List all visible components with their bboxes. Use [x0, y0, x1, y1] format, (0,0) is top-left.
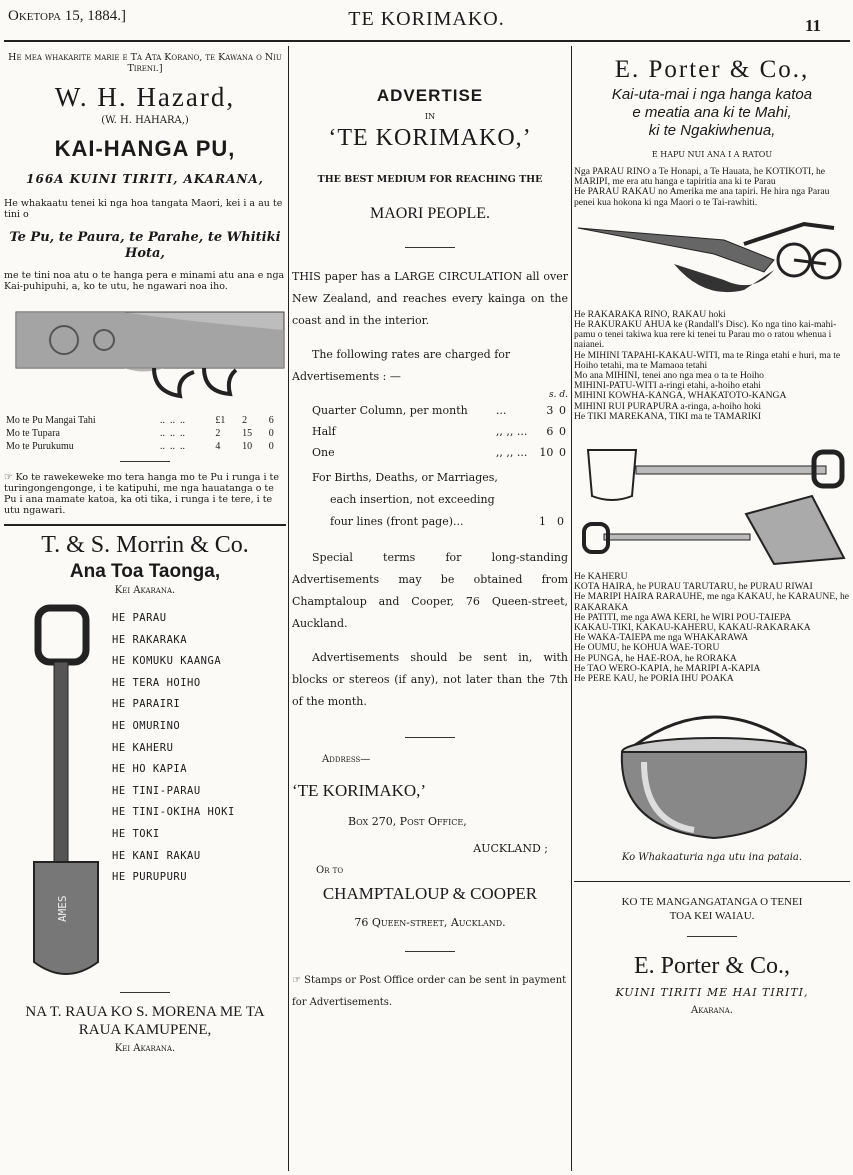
- advertiser-name: E. Porter & Co.,: [614, 56, 810, 83]
- price-row: Mo te Tupara .. .. .. 2 15 0: [6, 428, 274, 439]
- footer-place: Kei Akarana.: [114, 1043, 176, 1054]
- list-item: HE KAHERU: [112, 741, 174, 754]
- advertiser-name: W. H. Hazard,: [54, 82, 236, 112]
- divider: [120, 461, 170, 462]
- header-rule: [4, 40, 850, 42]
- advertiser-alt-name: (W. H. HAHARA,): [101, 115, 189, 126]
- price-row: Mo te Purukumu .. .. .. 4 10 0: [6, 441, 274, 452]
- desc-text: me te tini noa atu o te hanga pera e minami atu ana e nga Kai-puhipuhi, a, ko te utu, he ngawari noa iho.: [4, 270, 285, 292]
- list-item: MIHINI RUI PURAPURA a-ringa, a-hoiho hoki: [574, 400, 762, 412]
- births-line-2: each insertion, not exceeding: [330, 493, 495, 506]
- divider: [120, 992, 170, 993]
- goods-list: [4, 612, 286, 893]
- branch-line-2: TOA KEI WAIAU.: [669, 910, 755, 923]
- list-item: He KAHERU: [574, 571, 628, 583]
- paper-title: ‘TE KORIMAKO,’: [328, 125, 532, 151]
- footer-name: NA T. RAUA KO S. MORENA ME TA RAUA KAMUPENE,: [25, 1004, 265, 1038]
- rate-row: Quarter Column, per month ... 3 0: [312, 404, 566, 417]
- divider: [405, 951, 455, 952]
- column-middle: [292, 46, 568, 1175]
- address-paper: ‘TE KORIMAKO,’: [292, 781, 427, 800]
- agents-name: CHAMPTALOUP & COOPER: [322, 884, 538, 903]
- shop-title: Ana Toa Taonga,: [69, 561, 221, 582]
- special-terms: Special terms for long-standing Advertisements may be obtained from Champtaloup and Cooper, 76 Queen-street, Auckland.: [292, 551, 568, 630]
- column-divider: [288, 46, 289, 1171]
- list-item: HE OMURINO: [112, 719, 181, 732]
- price-table: [4, 414, 284, 453]
- list-item: He MARIPI HAIRA RARAUHE, me nga KAKAU, he KARAUNE, he RAKARAKA: [574, 591, 849, 613]
- column-right: [574, 46, 850, 1175]
- maori-people-line: MAORI PEOPLE.: [369, 205, 490, 222]
- tagline-3: ki te Ngakiwhenua,: [648, 122, 776, 139]
- tagline-2: e meatia ana ki te Mahi,: [632, 104, 792, 121]
- list-item: HE TERA HOIHO: [112, 676, 201, 689]
- morrin-advert: [4, 532, 286, 1054]
- patron-line: He mea whakarite marie e Ta Ata Korano, te Kawana o Niu Tireni.]: [8, 52, 282, 74]
- footer-address: KUINI TIRITI ME HAI TIRITI,: [615, 986, 809, 1000]
- list-item: MIHINI-PATU-WITI a-ringi etahi, a-hoiho etahi: [574, 380, 761, 392]
- rate-row: One ,, ,, ... 10 0: [312, 446, 566, 459]
- deadline-text: Advertisements should be sent in, with blocks or stereos (if any), not later than the 7th of the month.: [292, 651, 568, 708]
- advertise-in: IN: [424, 112, 436, 121]
- list-item: HE RAKARAKA: [112, 633, 188, 646]
- list-item: HE HO KAPIA: [112, 763, 188, 776]
- goods-heading: Te Pu, te Paura, te Parahe, te Whitiki Hota,: [9, 230, 281, 261]
- plough-list: [574, 167, 850, 208]
- list-item: He WAKA-TAIEPA me nga WHAKARAWA: [574, 632, 749, 644]
- footer-name: E. Porter & Co.,: [634, 953, 790, 980]
- list-item: HE TINI-OKIHA HOKI: [112, 806, 235, 819]
- spade-mark: AMES: [56, 895, 69, 922]
- rates-table: [292, 400, 568, 463]
- goods-block: [4, 602, 286, 986]
- advert-divider: [4, 524, 286, 526]
- list-item: He PERE KAU, he PORIA IHU POAKA: [574, 673, 734, 685]
- list-item: Mo ana MIHINI, tenei ano nga mea o ta te Hoiho: [574, 370, 764, 382]
- spades-illustration: [574, 426, 850, 566]
- list-item: HE PARAIRI: [112, 698, 181, 711]
- price-row: Mo te Pu Mangai Tahi .. .. .. £1 2 6: [6, 415, 274, 426]
- agents-address: 76 Queen-street, Auckland.: [354, 916, 506, 929]
- illustration-caption: Ko Whakaaturia nga utu ina pataia.: [621, 852, 803, 864]
- stamps-note: ☞ Stamps or Post Office order can be sent in payment for Advertisements.: [292, 975, 567, 1008]
- list-item: He TAO WERO-KAPIA, he MARIPI A-KAPIA: [574, 662, 761, 674]
- column-divider: [571, 46, 572, 1171]
- circulation-text: THIS paper has a LARGE CIRCULATION all over New Zealand, and reaches every kainga on the coast and in the interior.: [292, 270, 568, 327]
- shop-place: Kei Akarana.: [114, 585, 176, 596]
- list-item: He RAKURAKU AHUA ke (Randall's Disc). Ko nga tino kai-mahi-pamu o tenei takiwa kua rere ki tenei tu Parau mo o ratou whenua i naianei.: [574, 319, 837, 351]
- list-item: He OUMU, he KOHUA WAE-TORU: [574, 642, 720, 654]
- list-item: He TIKI MAREKANA, TIKI ma te TAMARIKI: [574, 410, 762, 422]
- births-line-3: four lines (front page)... 1 0: [330, 515, 564, 528]
- list-item: HE KOMUKU KAANGA: [112, 655, 222, 668]
- address-city: AUCKLAND ;: [473, 842, 548, 855]
- trade-title: KAI-HANGA PU,: [54, 136, 236, 161]
- list-item: He PARAU RAKAU no Amerika me ana tapiri. He hira nga Parau penei kua hokona ki nga Maori o te Tai-rawhiti.: [574, 186, 830, 208]
- list-item: He PATITI, me nga AWA KERI, he WIRI POU-TAIEPA: [574, 611, 792, 623]
- advertiser-name: T. & S. Morrin & Co.: [41, 532, 249, 558]
- column-left: [4, 46, 286, 1175]
- branch-line-1: KO TE MANGANGATANGA O TENEI: [621, 896, 803, 909]
- newspaper-title: TE KORIMAKO.: [348, 8, 505, 30]
- address-line: 166A KUINI TIRITI, AKARANA,: [26, 172, 264, 186]
- tagline-1: Kai-uta-mai i nga hanga katoa: [611, 86, 813, 103]
- divider: [405, 247, 455, 248]
- list-item: KAKAU-TIKI, KAKAU-KAHERU, KAKAU-RAKARAKA: [574, 622, 811, 634]
- list-item: HE KANI RAKAU: [112, 849, 201, 862]
- rate-row: Half ,, ,, ... 6 0: [312, 425, 566, 438]
- page-number: 11: [804, 16, 821, 35]
- births-line-1: For Births, Deaths, or Marriages,: [312, 471, 498, 484]
- address-label: Address—: [322, 754, 371, 765]
- list-item: He RAKARAKA RINO, RAKAU hoki: [574, 308, 726, 320]
- address-box: Box 270, Post Office,: [348, 815, 467, 828]
- page-header: [0, 0, 853, 44]
- repair-note: ☞ Ko te rawekeweke mo tera hanga mo te Pu i runga i te turingongengonge, i te katipuhi, me nga hauatanga o te Pu i ana mamate katoa, ka oti tika, i runga i te tere, i te utu ngawari.: [4, 472, 279, 516]
- tools-list: [574, 572, 850, 684]
- medium-line: THE BEST MEDIUM FOR REACHING THE: [317, 174, 543, 185]
- list-item: KOTA HAIRA, he PURAU TARUTARU, he PURAU RIWAI: [574, 581, 813, 593]
- implement-list: [574, 310, 850, 422]
- list-item: He MIHINI TAPAHI-KAKAU-WITI, ma te Ringa etahi e huri, ma te Hoiho tetahi, ma te Mamaoa tetahi: [574, 349, 841, 371]
- plough-illustration: [574, 214, 850, 304]
- divider: [405, 737, 455, 738]
- address-or: Or to: [316, 865, 344, 876]
- divider: [687, 936, 737, 937]
- pot-illustration: [574, 692, 850, 848]
- caption-divider: [574, 881, 850, 882]
- list-item: HE PURUPURU: [112, 871, 188, 884]
- rates-intro: The following rates are charged for Advertisements : —: [292, 348, 511, 383]
- hazard-advert: [4, 52, 286, 516]
- shotgun-illustration: [4, 300, 286, 410]
- list-item: HE PARAU: [112, 612, 167, 624]
- list-item: MIHINI KOWHA-KANGA, WHAKATOTO-KANGA: [574, 390, 787, 402]
- rates-header: s. d.: [549, 390, 568, 400]
- footer-place: Akarana.: [691, 1005, 733, 1017]
- intro-text: He whakaatu tenei ki nga hoa tangata Maori, kei i a au te tini o: [4, 198, 283, 220]
- list-item: HE TINI-PARAU: [112, 784, 201, 797]
- advertise-heading: ADVERTISE: [376, 86, 484, 105]
- subheading: E HAPU NUI ANA I A RATOU: [651, 150, 773, 159]
- list-item: HE TOKI: [112, 827, 160, 840]
- list-item: He PUNGA, he HAE-ROA, he RORAKA: [574, 652, 737, 664]
- list-item: Nga PARAU RINO a Te Honapi, a Te Hauata, he KOTIKOTI, he MARIPI, me era atu hanga e tapiritia ana ki te Parau: [574, 166, 826, 188]
- issue-date: Oketopa 15, 1884.]: [8, 8, 127, 24]
